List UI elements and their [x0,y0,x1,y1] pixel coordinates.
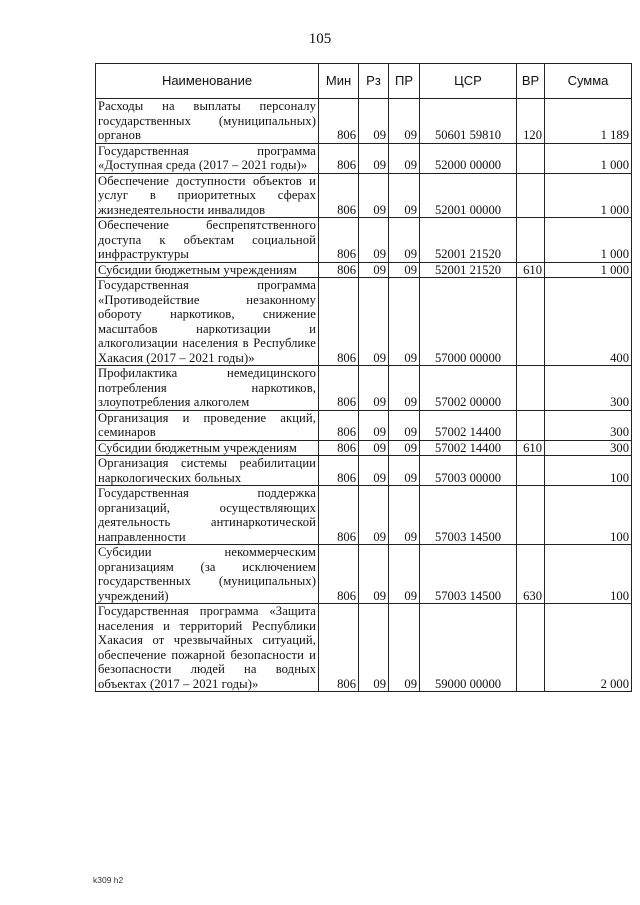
cell-name: Обеспечение беспрепятственного доступа к объектам социальной инфраструктуры [96,218,319,263]
cell-pr: 09 [389,143,420,173]
cell-rz: 09 [359,218,389,263]
cell-name: Организация системы реабилитации наркологических больных [96,456,319,486]
cell-pr: 09 [389,486,420,545]
table-row [96,440,632,456]
cell-rz: 09 [359,456,389,486]
cell-sum: 1 000 [545,262,632,278]
cell-vr: 120 [517,99,545,144]
cell-vr [517,456,545,486]
cell-rz: 09 [359,410,389,440]
cell-csr: 52001 21520 [420,218,517,263]
cell-csr: 57003 14500 [420,486,517,545]
cell-csr: 57000 00000 [420,278,517,366]
header-csr: ЦСР [420,64,517,99]
cell-pr: 09 [389,440,420,456]
cell-pr: 09 [389,218,420,263]
page-number: 105 [308,31,332,47]
cell-rz: 09 [359,99,389,144]
cell-name: Государственная программа «Защита населения и территорий Республики Хакасия от чрезвычайных ситуаций, обеспечение пожарной безопасности и безопасности людей на водных объектах (2017 – 2021 годы)» [96,604,319,692]
table-row [96,366,632,411]
cell-name: Государственная программа «Противодействие незаконному обороту наркотиков, снижение масштабов наркотизации и алкоголизации населения в Республике Хакасия (2017 – 2021 годы)» [96,278,319,366]
table-row [96,410,632,440]
cell-pr: 09 [389,604,420,692]
cell-pr: 09 [389,456,420,486]
cell-sum: 400 [545,278,632,366]
cell-sum: 300 [545,440,632,456]
cell-vr [517,218,545,263]
table-row [96,99,632,144]
cell-vr [517,278,545,366]
cell-csr: 57003 14500 [420,545,517,604]
cell-name: Профилактика немедицинского потребления наркотиков, злоупотребления алкоголем [96,366,319,411]
cell-csr: 52001 21520 [420,262,517,278]
cell-rz: 09 [359,262,389,278]
table-row [96,604,632,692]
cell-min: 806 [319,218,359,263]
table-row [96,278,632,366]
cell-pr: 09 [389,278,420,366]
table-header-row [96,64,632,99]
cell-csr: 57002 14400 [420,410,517,440]
cell-name: Государственная поддержка организаций, осуществляющих деятельность антинаркотической направленности [96,486,319,545]
cell-min: 806 [319,262,359,278]
table-row [96,545,632,604]
cell-min: 806 [319,456,359,486]
cell-sum: 2 000 [545,604,632,692]
cell-vr: 610 [517,262,545,278]
cell-vr [517,410,545,440]
cell-pr: 09 [389,410,420,440]
cell-rz: 09 [359,604,389,692]
header-sum: Сумма [545,64,632,99]
cell-name: Субсидии бюджетным учреждениям [96,262,319,278]
cell-rz: 09 [359,440,389,456]
budget-table [95,63,632,692]
cell-name: Государственная программа «Доступная среда (2017 – 2021 годы)» [96,143,319,173]
header-name: Наименование [96,64,319,99]
cell-sum: 300 [545,366,632,411]
cell-pr: 09 [389,173,420,218]
cell-vr [517,143,545,173]
cell-sum: 100 [545,545,632,604]
cell-rz: 09 [359,486,389,545]
header-vr: ВР [517,64,545,99]
table-row [96,262,632,278]
cell-csr: 57003 00000 [420,456,517,486]
table-row [96,218,632,263]
cell-pr: 09 [389,262,420,278]
cell-name: Обеспечение доступности объектов и услуг в приоритетных сферах жизнедеятельности инвалидов [96,173,319,218]
table-row [96,143,632,173]
cell-pr: 09 [389,545,420,604]
header-min: Мин [319,64,359,99]
header-pr: ПР [389,64,420,99]
cell-vr: 630 [517,545,545,604]
cell-rz: 09 [359,366,389,411]
table-body [96,99,632,692]
table-row [96,456,632,486]
footer-code: k309 h2 [93,875,124,885]
cell-csr: 57002 14400 [420,440,517,456]
cell-min: 806 [319,440,359,456]
cell-min: 806 [319,486,359,545]
cell-csr: 52000 00000 [420,143,517,173]
cell-sum: 1 000 [545,173,632,218]
cell-min: 806 [319,173,359,218]
cell-name: Субсидии бюджетным учреждениям [96,440,319,456]
cell-name: Субсидии некоммерческим организациям (за исключением государственных (муниципальных) учреждений) [96,545,319,604]
cell-min: 806 [319,278,359,366]
cell-sum: 100 [545,456,632,486]
cell-min: 806 [319,410,359,440]
cell-csr: 52001 00000 [420,173,517,218]
cell-csr: 57002 00000 [420,366,517,411]
cell-pr: 09 [389,366,420,411]
header-rz: Рз [359,64,389,99]
table-row [96,486,632,545]
cell-min: 806 [319,545,359,604]
cell-min: 806 [319,366,359,411]
cell-vr: 610 [517,440,545,456]
cell-sum: 1 000 [545,143,632,173]
cell-vr [517,173,545,218]
cell-rz: 09 [359,545,389,604]
cell-min: 806 [319,143,359,173]
cell-min: 806 [319,99,359,144]
cell-sum: 300 [545,410,632,440]
cell-vr [517,604,545,692]
cell-rz: 09 [359,173,389,218]
cell-sum: 1 189 [545,99,632,144]
cell-pr: 09 [389,99,420,144]
cell-vr [517,366,545,411]
cell-vr [517,486,545,545]
cell-rz: 09 [359,143,389,173]
table-row [96,173,632,218]
cell-sum: 100 [545,486,632,545]
cell-csr: 50601 59810 [420,99,517,144]
cell-name: Организация и проведение акций, семинаров [96,410,319,440]
cell-csr: 59000 00000 [420,604,517,692]
cell-rz: 09 [359,278,389,366]
cell-name: Расходы на выплаты персоналу государственных (муниципальных) органов [96,99,319,144]
cell-sum: 1 000 [545,218,632,263]
cell-min: 806 [319,604,359,692]
